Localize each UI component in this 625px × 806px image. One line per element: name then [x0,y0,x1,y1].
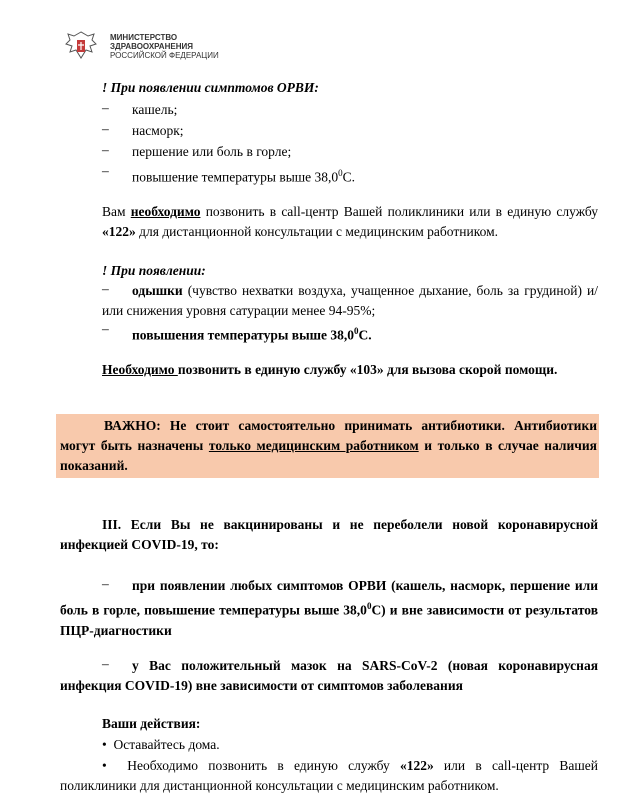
section2-paragraph [102,360,598,380]
dash: – [102,321,109,336]
degree-sup: 0 [338,168,343,178]
section1-paragraph [102,202,598,242]
degree-sup: 0 [354,326,359,336]
org-line-1: МИНИСТЕРСТВО [110,32,178,42]
ministry-emblem-icon [60,28,102,64]
section3-heading: III. Если Вы не вакцинированы и не переболели новой коронавирусной инфекцией COVID-19, то: [60,517,598,552]
section3-item-1 [60,576,598,641]
item-bold: одышки [132,283,183,298]
shortness-item [102,281,598,321]
dash: – [102,656,109,671]
action-item-2 [60,756,598,796]
warning-text [60,416,597,476]
org-line-3: РОССИЙСКОЙ ФЕДЕРАЦИИ [110,50,219,60]
symptom-item-1: кашель; [132,102,178,117]
symptom-item-3: першение или боль в горле; [132,144,292,159]
item-text: (чувство нехватки воздуха, учащенное дыхание, боль за грудиной) и/или снижения уровня сатурации менее 94-95%; [102,283,598,318]
org-line-2: ЗДРАВООХРАНЕНИЯ [110,41,193,51]
degree-sup: 0 [366,601,372,611]
para-text: позвонить в единую службу «103» для вызова скорой помощи. [177,362,558,377]
temp-unit: С. [358,327,372,343]
warning-pre: ВАЖНО: Не стоит самостоятельно принимать антибиотики. Антибиотики могут быть назначены [60,418,597,453]
actions-heading: Ваши действия: [102,716,201,731]
item-text: повышения температуры выше 38,0 [132,327,354,343]
symptom-item-2: насморк; [132,123,184,138]
dash: – [102,142,109,157]
bullet: • [102,737,107,752]
action-bold: «122» [399,758,434,773]
temp-item [132,321,372,346]
ministry-logo [60,28,219,64]
para-underlined: Необходимо [102,362,178,377]
action-text: Необходимо позвонить в единую службу [127,758,400,773]
warning-underlined: только медицинским работником [208,438,419,453]
section1-heading: ! При появлении симптомов ОРВИ: [102,80,319,95]
para-text: позвонить в call-центр Вашей поликлиники или в единую службу [200,204,598,219]
dash: – [102,121,109,136]
symptom-item-4 [132,163,355,188]
dash: – [102,576,109,591]
item-text: С) и вне зависимости от результатов ПЦР-диагностики [60,602,598,638]
para-text: для дистанционной консультации с медицинским работником. [135,224,498,239]
para-bold: «122» [102,224,136,239]
dash: – [102,100,109,115]
action-item-1 [102,735,598,755]
dash: – [102,163,109,178]
para-bold: необходимо [130,204,201,219]
section3-item-2: у Вас положительный мазок на SARS-CoV-2 (новая коронавирусная инфекция COVID-19) вне зависимости от симптомов заболевания [60,658,598,693]
temp-unit: С. [342,169,356,185]
bullet: • [102,758,107,773]
item-text: при появлении любых симптомов ОРВИ (кашель, насморк, першение или боль в горле, повышение температуры выше 38,0 [60,578,598,618]
dash: – [102,281,109,296]
warning-post: и только в случае наличия показаний. [60,438,597,473]
para-text: Вам [102,204,131,219]
section2-heading: ! При появлении: [102,263,206,278]
action-text: или в call-центр Вашей поликлиники для дистанционной консультации с медицинским работником. [60,758,599,793]
temp-text: повышение температуры выше 38,0 [132,169,339,185]
action-text: Оставайтесь дома. [113,737,220,752]
ministry-name [110,33,219,60]
